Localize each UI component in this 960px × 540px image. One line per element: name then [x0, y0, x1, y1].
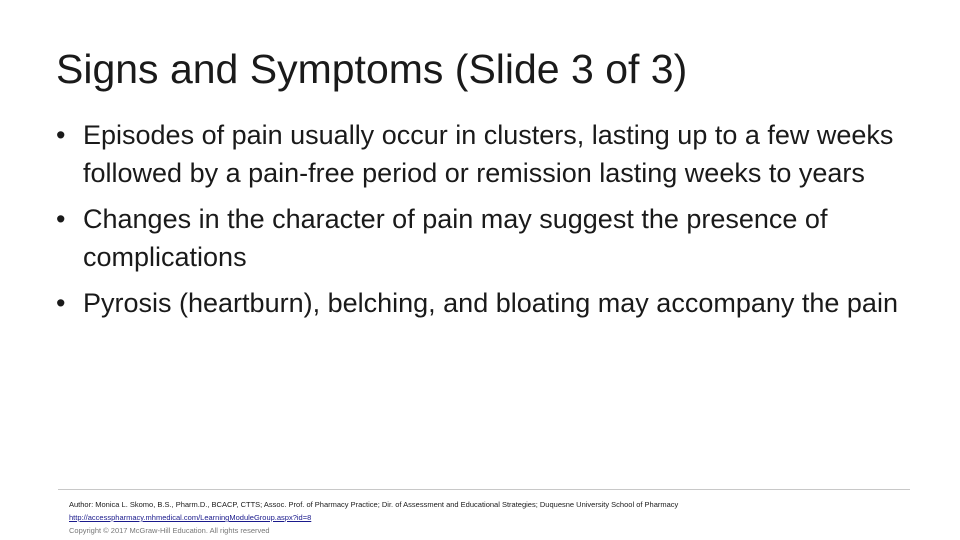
bullet-item [56, 284, 916, 322]
bullet-icon: • [56, 120, 66, 150]
bullet-text: Pyrosis (heartburn), belching, and bloating may accompany the pain [83, 288, 898, 318]
footer-copyright: Copyright © 2017 McGraw-Hill Education. All rights reserved [69, 526, 270, 535]
bullet-item [56, 116, 916, 192]
bullet-icon: • [56, 204, 66, 234]
footer [69, 498, 929, 537]
footer-link[interactable]: http://accesspharmacy.mhmedical.com/LearningModuleGroup.aspx?id=8 [69, 513, 312, 522]
slide-title: Signs and Symptoms (Slide 3 of 3) [56, 46, 688, 92]
bullet-text: Episodes of pain usually occur in clusters, lasting up to a few weeks followed by a pain-free period or remission lasting weeks to years [83, 120, 894, 188]
footer-author: Author: Monica L. Skomo, B.S., Pharm.D., BCACP, CTTS; Assoc. Prof. of Pharmacy Practice; Dir. of Assessment and Educational Strategies; Duquesne University School of Pharmacy [69, 500, 679, 509]
bullet-item [56, 200, 916, 276]
footer-divider [58, 489, 910, 490]
bullet-text: Changes in the character of pain may suggest the presence of complications [83, 204, 828, 272]
bullet-list [56, 116, 916, 330]
bullet-icon: • [56, 288, 66, 318]
